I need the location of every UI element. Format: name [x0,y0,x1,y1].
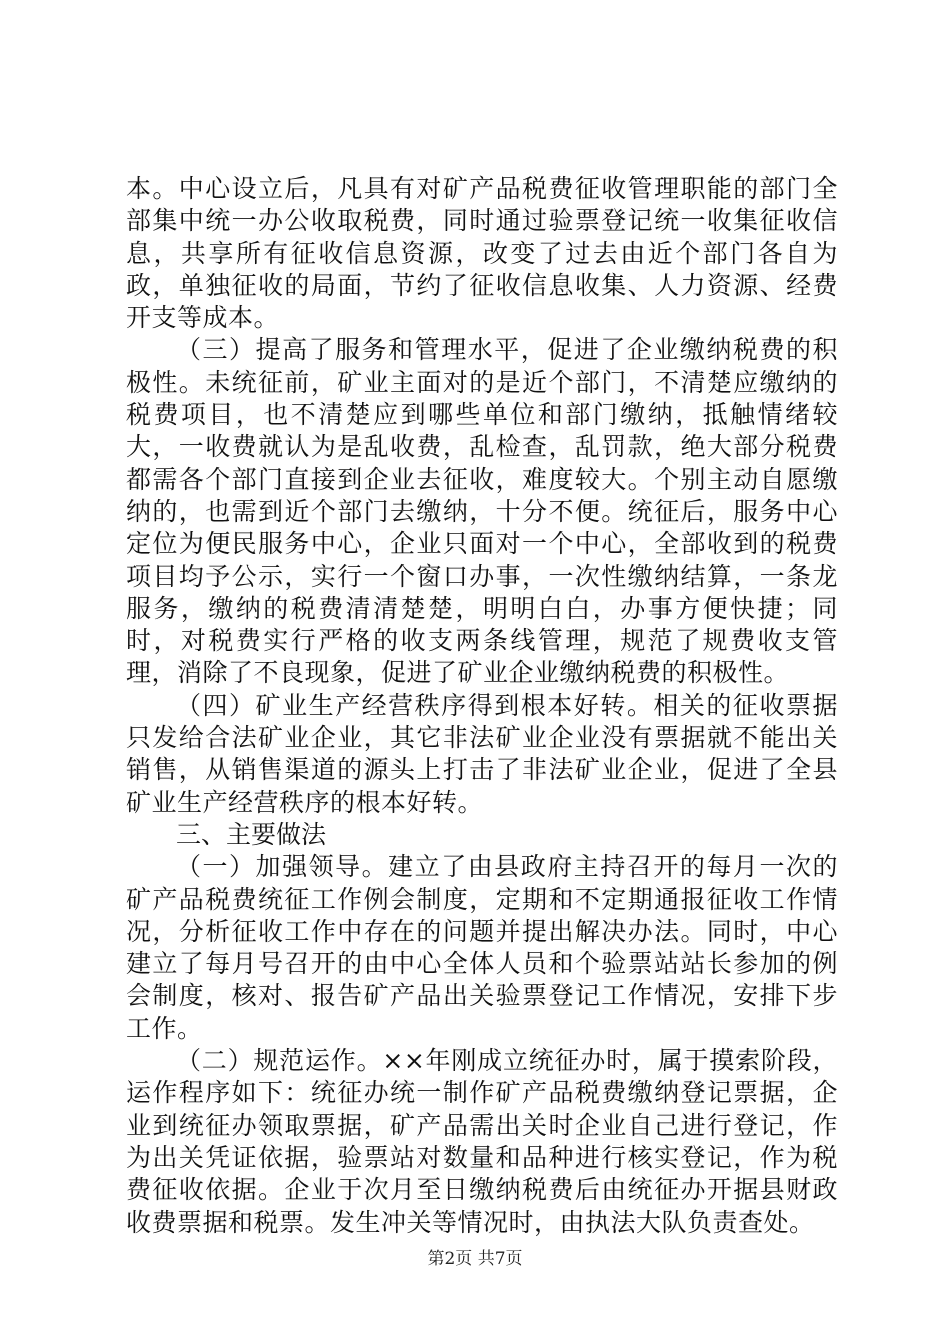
document-body [126,173,838,1239]
paragraph-strengthen-leadership: （一）加强领导。建立了由县政府主持召开的每月一次的矿产品税费统征工作例会制度，定期和不定期通报征收工作情况，分析征收工作中存在的问题并提出解决办法。同时，中心建立了每月号召开的由中心全体人员和个验票站站长参加的例会制度，核对、报告矿产品出关验票登记工作情况，安排下步工作。 [126,852,838,1043]
paragraph-standardize-operation: （二）规范运作。××年刚成立统征办时，属于摸索阶段，运作程序如下：统征办统一制作矿产品税费缴纳登记票据，企业到统征办领取票据，矿产品需出关时企业自己进行登记，作为出关凭证依据，验票站对数量和品种进行核实登记，作为税费征收依据。企业于次月至日缴纳税费后由统征办开据县财政收费票据和税票。发生冲关等情况时，由执法大队负责查处。 [126,1046,838,1237]
section-heading-main-practices: 三、主要做法 [176,819,327,849]
paragraph-service-improvement: （三）提高了服务和管理水平，促进了企业缴纳税费的积极性。未统征前，矿业主面对的是近个部门，不清楚应缴纳的税费项目，也不清楚应到哪些单位和部门缴纳，抵触情绪较大，一收费就认为是乱收费，乱检查，乱罚款，绝大部分税费都需各个部门直接到企业去征收，难度较大。个别主动自愿缴纳的，也需到近个部门去缴纳，十分不便。统征后，服务中心定位为便民服务中心，企业只面对一个中心，全部收到的税费项目均予公示，实行一个窗口办事，一次性缴纳结算，一条龙服务，缴纳的税费清清楚楚，明明白白，办事方便快捷；同时，对税费实行严格的收支两条线管理，规范了规费收支管理，消除了不良现象，促进了矿业企业缴纳税费的积极性。 [126,335,838,688]
paragraph-production-order: （四）矿业生产经营秩序得到根本好转。相关的征收票据只发给合法矿业企业，其它非法矿业企业没有票据就不能出关销售，从销售渠道的源头上打击了非法矿业企业，促进了全县矿业生产经营秩序的根本好转。 [126,690,838,817]
paragraph-continuation: 本。中心设立后，凡具有对矿产品税费征收管理职能的部门全部集中统一办公收取税费，同时通过验票登记统一收集征收信息，共享所有征收信息资源，改变了过去由近个部门各自为政，单独征收的局面，节约了征收信息收集、人力资源、经费开支等成本。 [126,174,838,333]
page-number-footer: 第2页 共7页 [427,1249,523,1269]
